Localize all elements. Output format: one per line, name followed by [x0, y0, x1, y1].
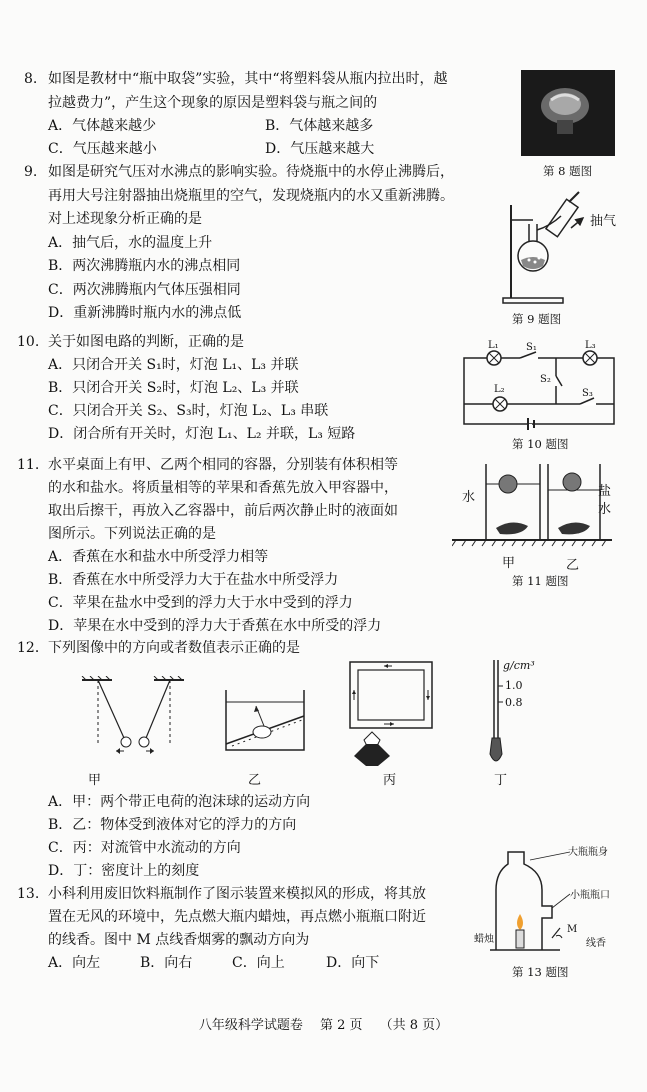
q11-containers-diagram — [452, 460, 612, 550]
q12-fig-jia-pendulums — [78, 676, 188, 754]
q10-circuit-diagram — [460, 340, 620, 432]
q11-stem-line4: 图所示。下列说法正确的是 — [48, 526, 216, 542]
q13-number: 13. — [17, 886, 40, 902]
q9-option-d: D．重新沸腾时瓶内水的沸点低 — [48, 305, 242, 321]
q12-ding-tick-1: 1.0 — [505, 679, 523, 692]
q8-stem-line2: 拉越费力”，产生这个现象的原因是塑料袋与瓶之间的 — [48, 95, 378, 111]
q12-stem: 下列图像中的方向或者数值表示正确的是 — [48, 640, 300, 656]
q13-label-big-bottle: 大瓶瓶身 — [568, 847, 608, 858]
q9-option-a: A．抽气后，水的温度上升 — [48, 235, 213, 251]
q9-diagram — [495, 190, 610, 306]
q13-stem-line2: 置在无风的环境中，先点燃大瓶内蜡烛，再点燃小瓶瓶口附近 — [48, 909, 426, 925]
q11-stem-line3: 取出后擦干，再放入乙容器中，前后两次静止时的液面如 — [48, 503, 398, 519]
q13-stem-line3: 的线香。图中 M 点线香烟雾的飘动方向为 — [48, 932, 310, 948]
q10-option-b: B．只闭合开关 S₂时，灯泡 L₂、L₃ 并联 — [48, 380, 299, 396]
page-footer: 八年级科学试题卷 第 2 页 （共 8 页） — [198, 1018, 449, 1033]
q11-option-b: B．香蕉在水中所受浮力大于在盐水中所受浮力 — [48, 572, 339, 588]
q10-label-l1: L₁ — [488, 340, 499, 351]
q8-photo — [521, 70, 615, 156]
q13-label-candle: 蜡烛 — [474, 934, 494, 945]
q10-label-s1: S₁ — [526, 342, 537, 353]
q8-option-d: D．气压越来越大 — [265, 141, 375, 157]
q9-option-b: B．两次沸腾瓶内水的沸点相同 — [48, 258, 241, 274]
q13-caption: 第 13 题图 — [512, 965, 569, 979]
q10-number: 10. — [17, 334, 40, 350]
q8-stem-line1: 如图是教材中“瓶中取袋”实验，其中“将塑料袋从瓶内拉出时，越 — [48, 71, 448, 87]
q12-fig-ding-hydrometer — [480, 658, 510, 770]
q13-bottle-diagram — [490, 850, 580, 958]
q11-option-a: A．香蕉在水和盐水中所受浮力相等 — [48, 549, 269, 565]
q13-option-c: C．向上 — [232, 955, 285, 971]
q8-option-b: B．气体越来越多 — [265, 118, 374, 134]
q12-option-c: C．丙：对流管中水流动的方向 — [48, 840, 241, 856]
q10-label-s3: S₃ — [582, 388, 593, 399]
q9-stem-line1: 如图是研究气压对水沸点的影响实验。待烧瓶中的水停止沸腾后， — [48, 164, 454, 180]
q8-option-a: A．气体越来越少 — [48, 118, 157, 134]
q11-label-salt-2: 水 — [598, 502, 612, 517]
q12-label-jia: 甲 — [88, 773, 102, 788]
q10-option-c: C．只闭合开关 S₂、S₃时，灯泡 L₂、L₃ 串联 — [48, 403, 329, 419]
q13-label-m: M — [567, 924, 578, 935]
q12-option-b: B．乙：物体受到液体对它的浮力的方向 — [48, 817, 297, 833]
q10-option-a: A．只闭合开关 S₁时，灯泡 L₁、L₃ 并联 — [48, 357, 299, 373]
q12-number: 12． — [17, 640, 49, 656]
q12-ding-unit: g/cm³ — [503, 659, 535, 672]
q12-fig-yi-incline — [222, 688, 308, 754]
q12-fig-bing-convection-tube — [344, 660, 438, 770]
q12-label-bing: 丙 — [383, 773, 397, 788]
q10-stem: 关于如图电路的判断，正确的是 — [48, 334, 244, 350]
q10-label-l2: L₂ — [494, 384, 505, 395]
q13-label-incense: 线香 — [586, 938, 606, 949]
q12-label-ding: 丁 — [494, 773, 508, 788]
q10-caption: 第 10 题图 — [512, 437, 569, 451]
q11-caption: 第 11 题图 — [512, 574, 569, 588]
q9-caption: 第 9 题图 — [512, 312, 562, 326]
q12-label-yi: 乙 — [248, 773, 262, 788]
q11-label-yi: 乙 — [566, 558, 580, 573]
q8-option-c: C．气压越来越小 — [48, 141, 157, 157]
q11-label-jia: 甲 — [502, 556, 516, 571]
q13-label-small-bottle: 小瓶瓶口 — [570, 890, 610, 901]
q13-option-d: D．向下 — [326, 955, 380, 971]
q8-number: 8. — [24, 71, 38, 87]
q13-option-b: B．向右 — [140, 955, 193, 971]
q11-option-d: D．苹果在水中受到的浮力大于香蕉在水中所受的浮力 — [48, 618, 382, 634]
q11-stem-line2: 的水和盐水。将质量相等的苹果和香蕉先放入甲容器中， — [48, 480, 398, 496]
q9-stem-line3: 对上述现象分析正确的是 — [48, 211, 202, 227]
q10-label-l3: L₃ — [585, 340, 596, 351]
q9-option-c: C．两次沸腾瓶内气体压强相同 — [48, 282, 241, 298]
q13-option-a: A．向左 — [48, 955, 101, 971]
q11-label-salt-1: 盐 — [598, 484, 612, 499]
q13-stem-line1: 小科利用废旧饮料瓶制作了图示装置来模拟风的形成，将其放 — [48, 886, 426, 902]
q12-ding-tick-2: 0.8 — [505, 696, 523, 709]
q10-option-d: D．闭合所有开关时，灯泡 L₁、L₂ 并联，L₃ 短路 — [48, 426, 356, 442]
q11-number: 11. — [17, 457, 40, 473]
q11-label-water: 水 — [462, 490, 476, 505]
q9-number: 9. — [24, 164, 38, 180]
q10-label-s2: S₂ — [540, 374, 551, 385]
q12-option-d: D．丁：密度计上的刻度 — [48, 863, 200, 879]
q11-stem-line1: 水平桌面上有甲、乙两个相同的容器，分别装有体积相等 — [48, 457, 398, 473]
q9-fig-label-pump: 抽气 — [590, 214, 617, 229]
q11-option-c: C．苹果在盐水中受到的浮力大于水中受到的浮力 — [48, 595, 353, 611]
q8-caption: 第 8 题图 — [543, 164, 593, 178]
q12-option-a: A．甲：两个带正电荷的泡沫球的运动方向 — [48, 794, 311, 810]
q9-stem-line2: 再用大号注射器抽出烧瓶里的空气，发现烧瓶内的水又重新沸腾。 — [48, 188, 454, 204]
